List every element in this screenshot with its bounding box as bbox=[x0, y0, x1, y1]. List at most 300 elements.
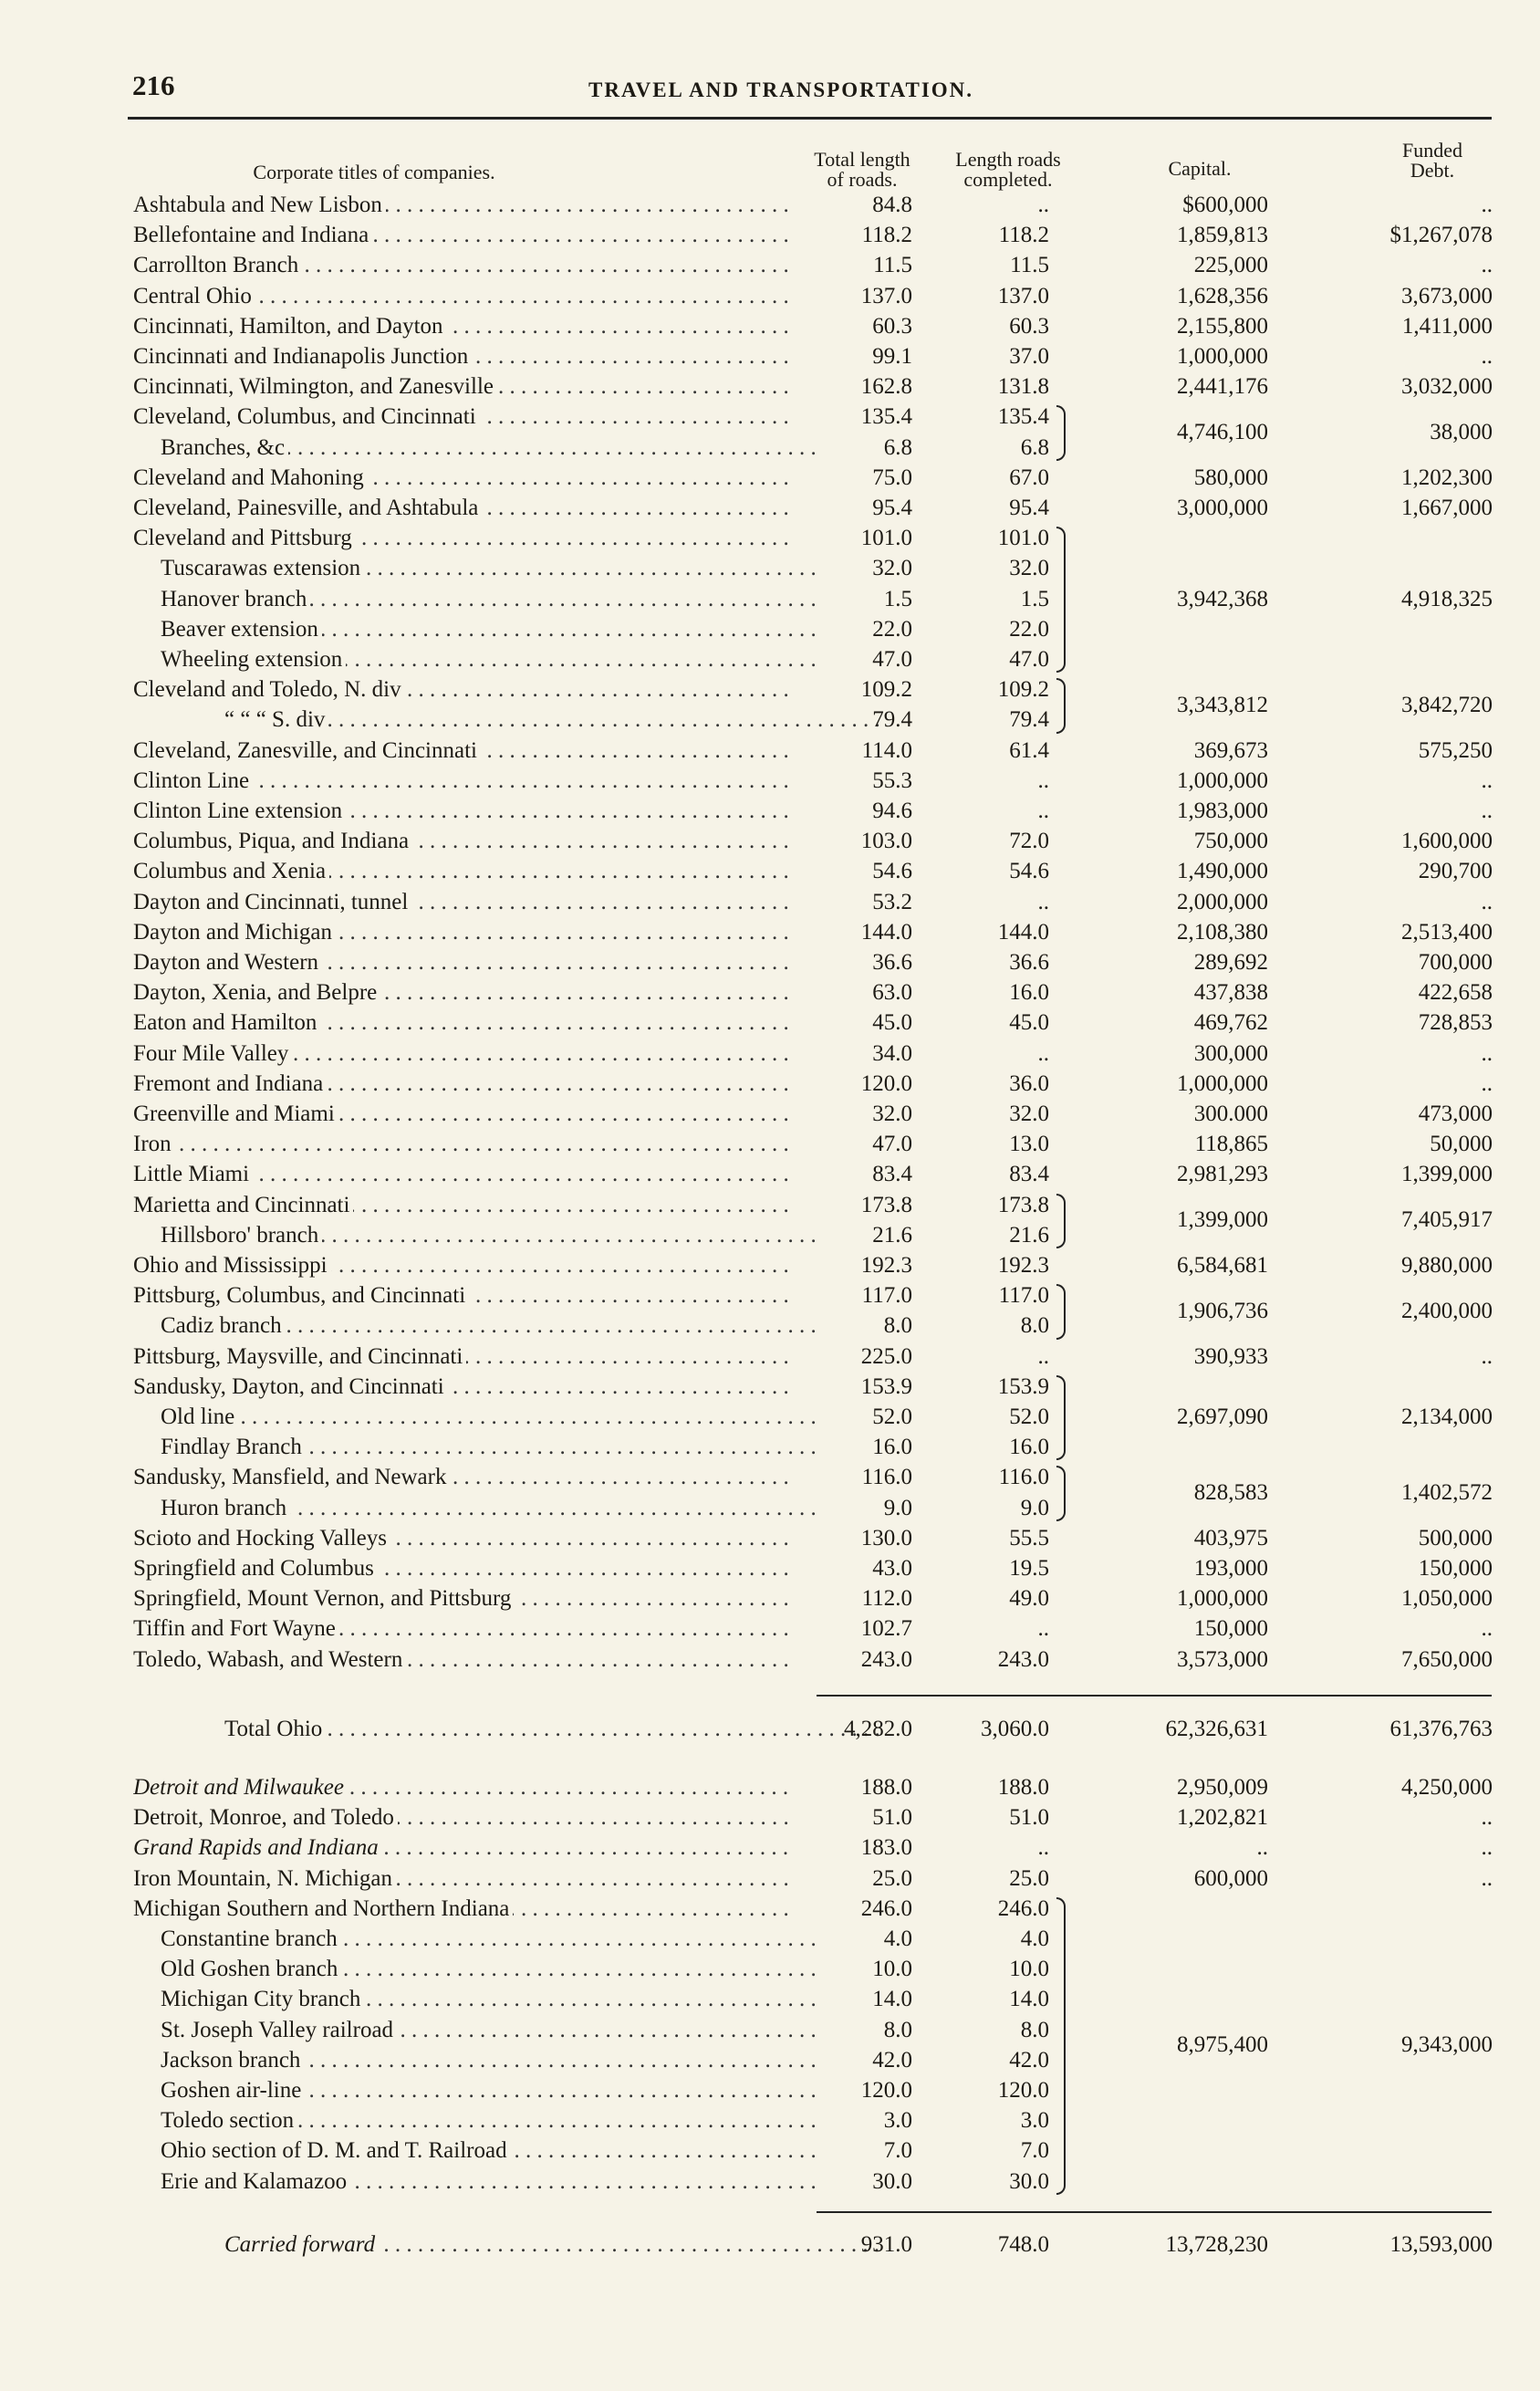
cell-capital: 1,859,813 bbox=[1177, 223, 1268, 248]
table-row bbox=[0, 887, 1540, 917]
cell-completed: 30.0 bbox=[1009, 2168, 1049, 2194]
cell-debt: .. bbox=[1481, 1835, 1493, 1861]
cell-total: 116.0 bbox=[861, 1465, 912, 1490]
cell-debt: 1,600,000 bbox=[1401, 829, 1493, 854]
cell-debt: 1,411,000 bbox=[1401, 313, 1493, 339]
cell-total: 8.0 bbox=[883, 2017, 912, 2042]
row-name bbox=[133, 1462, 790, 1492]
cell-completed: 192.3 bbox=[997, 1253, 1049, 1278]
row-name-text: Four Mile Valley bbox=[133, 1041, 292, 1066]
cell-completed: .. bbox=[1037, 1040, 1049, 1066]
group-capital: 2,697,090 bbox=[1177, 1404, 1268, 1429]
table-row bbox=[0, 2105, 1540, 2135]
cell-completed: 14.0 bbox=[1009, 1987, 1049, 2012]
row-name-text: Cleveland and Toledo, N. div bbox=[133, 677, 405, 702]
cell-completed: 36.6 bbox=[1009, 950, 1049, 975]
cell-completed: 131.8 bbox=[997, 374, 1049, 400]
table-row bbox=[0, 1129, 1540, 1159]
row-name-text: Dayton and Western bbox=[133, 950, 322, 975]
cell-total: 246.0 bbox=[860, 1895, 912, 1921]
table-row bbox=[0, 463, 1540, 493]
cell-total: 51.0 bbox=[872, 1805, 912, 1831]
cell-total: 34.0 bbox=[872, 1040, 912, 1066]
row-name-text: Constantine branch bbox=[161, 1926, 341, 1951]
row-name-text: Wheeling extension bbox=[161, 647, 346, 672]
cell-capital: 403,975 bbox=[1193, 1525, 1268, 1550]
row-name bbox=[133, 1250, 790, 1280]
row-name bbox=[133, 1342, 790, 1372]
cell-completed: 116.0 bbox=[998, 1465, 1049, 1490]
cell-total: 43.0 bbox=[872, 1556, 912, 1581]
cell-total: 3.0 bbox=[883, 2108, 912, 2134]
table-row bbox=[0, 1310, 1540, 1341]
table-row bbox=[0, 1039, 1540, 1069]
cell-completed: .. bbox=[1037, 1343, 1049, 1369]
cell-total: 30.0 bbox=[872, 2168, 912, 2194]
cell-capital: 2,981,293 bbox=[1177, 1162, 1268, 1187]
cell-total: 103.0 bbox=[860, 829, 912, 854]
cell-completed: 32.0 bbox=[1009, 1102, 1049, 1126]
row-name bbox=[161, 2075, 817, 2105]
row-name-text: Scioto and Hocking Valleys bbox=[133, 1526, 390, 1550]
cell-debt: 3,032,000 bbox=[1401, 374, 1493, 400]
table-row bbox=[0, 2045, 1540, 2075]
row-name-text: Cleveland, Zanesville, and Cincinnati bbox=[133, 738, 481, 763]
cell-capital: .. bbox=[1256, 1835, 1268, 1861]
table-row bbox=[0, 1462, 1540, 1492]
group-capital: 8,975,400 bbox=[1177, 2032, 1268, 2058]
cell-capital: 6,584,681 bbox=[1177, 1253, 1268, 1278]
cell-debt: .. bbox=[1481, 767, 1493, 793]
cell-capital: 1,983,000 bbox=[1177, 799, 1268, 823]
table-row bbox=[0, 977, 1540, 1008]
page-header bbox=[128, 62, 1492, 117]
group-capital: 4,746,100 bbox=[1177, 420, 1268, 444]
row-name-text: Ashtabula and New Lisbon bbox=[133, 193, 386, 217]
cell-total: 4.0 bbox=[883, 1926, 912, 1951]
row-name-text: Tuscarawas extension bbox=[161, 556, 364, 580]
table-row bbox=[0, 674, 1540, 705]
cell-completed: 13.0 bbox=[1009, 1132, 1049, 1157]
row-name-text: Fremont and Indiana bbox=[133, 1071, 327, 1096]
cell-capital: 1,000,000 bbox=[1177, 1070, 1268, 1096]
cell-debt: 473,000 bbox=[1418, 1102, 1493, 1126]
cell-completed: 120.0 bbox=[997, 2078, 1049, 2103]
cell-completed: 135.4 bbox=[997, 404, 1049, 430]
group-debt: 2,134,000 bbox=[1401, 1404, 1493, 1429]
cell-total: 14.0 bbox=[872, 1987, 912, 2012]
row-name bbox=[133, 402, 790, 432]
group-debt: 1,402,572 bbox=[1401, 1480, 1493, 1505]
cell-completed: 55.5 bbox=[1009, 1525, 1049, 1550]
cell-capital: 2,108,380 bbox=[1177, 919, 1268, 945]
cell-completed: 117.0 bbox=[998, 1283, 1049, 1309]
row-name-text: Iron Mountain, N. Michigan bbox=[133, 1866, 396, 1891]
row-name bbox=[133, 1008, 790, 1038]
table-row bbox=[0, 281, 1540, 311]
cell-completed: 8.0 bbox=[1020, 2017, 1049, 2042]
cell-debt: 4,250,000 bbox=[1401, 1775, 1493, 1800]
cell-capital: 118,865 bbox=[1194, 1132, 1268, 1157]
cell-debt: 7,650,000 bbox=[1401, 1646, 1493, 1672]
cell-debt: .. bbox=[1481, 1616, 1493, 1642]
cell-total: 120.0 bbox=[860, 1070, 912, 1096]
row-name bbox=[133, 281, 790, 311]
cell-total: 16.0 bbox=[872, 1435, 912, 1460]
row-name-text: Ohio and Mississippi bbox=[133, 1253, 331, 1278]
group-brace bbox=[1056, 1375, 1066, 1461]
cell-debt: 1,399,000 bbox=[1401, 1162, 1493, 1187]
row-name-text: Toledo, Wabash, and Western bbox=[133, 1647, 406, 1672]
cell-capital: 225,000 bbox=[1193, 253, 1268, 278]
cell-total: 243.0 bbox=[860, 1646, 912, 1672]
row-name-text: Branches, &c bbox=[161, 435, 288, 460]
cell-total: 10.0 bbox=[872, 1957, 912, 1982]
cell-completed: 153.9 bbox=[997, 1373, 1049, 1399]
cell-total: 9.0 bbox=[883, 1495, 912, 1520]
table-row bbox=[0, 402, 1540, 432]
cell-completed: 72.0 bbox=[1009, 829, 1049, 854]
cell-completed: 11.5 bbox=[1010, 253, 1049, 278]
row-name bbox=[161, 1924, 817, 1954]
group-debt: 4,918,325 bbox=[1401, 586, 1493, 611]
table-row bbox=[0, 917, 1540, 947]
cell-completed: 25.0 bbox=[1009, 1865, 1049, 1891]
table-row bbox=[0, 433, 1540, 463]
cell-total: 75.0 bbox=[872, 465, 912, 490]
cell-completed: 1.5 bbox=[1020, 586, 1049, 611]
row-name bbox=[133, 1280, 790, 1310]
row-name-text: Greenville and Miami bbox=[133, 1102, 338, 1126]
table-row bbox=[0, 1523, 1540, 1553]
cell-total: 225.0 bbox=[860, 1343, 912, 1369]
cell-total: 101.0 bbox=[860, 526, 912, 551]
row-name bbox=[133, 190, 790, 220]
row-name bbox=[161, 614, 817, 644]
cell-total: 109.2 bbox=[860, 677, 912, 703]
cell-total: 118.2 bbox=[861, 223, 912, 248]
table-row bbox=[0, 1069, 1540, 1099]
group-brace bbox=[1056, 1466, 1066, 1520]
table-row bbox=[0, 736, 1540, 766]
cell-debt: .. bbox=[1481, 1343, 1493, 1369]
cell-completed: 7.0 bbox=[1020, 2138, 1049, 2164]
cell-debt: .. bbox=[1481, 1040, 1493, 1066]
row-name-text: Marietta and Cincinnati bbox=[133, 1193, 353, 1217]
row-name-text: Total Ohio bbox=[224, 1717, 326, 1741]
cell-completed: 54.6 bbox=[1009, 859, 1049, 884]
table-row bbox=[0, 2135, 1540, 2166]
cell-total: 45.0 bbox=[872, 1010, 912, 1036]
cell-total: 135.4 bbox=[860, 404, 912, 430]
row-name bbox=[133, 1523, 790, 1553]
group-brace bbox=[1056, 527, 1066, 673]
cell-completed: 21.6 bbox=[1009, 1222, 1049, 1248]
cell-debt: .. bbox=[1481, 1805, 1493, 1831]
row-name bbox=[133, 887, 790, 917]
row-name-text: Michigan City branch bbox=[161, 1987, 364, 2011]
row-name-text: Columbus and Xenia bbox=[133, 859, 329, 883]
row-name-text: Cleveland and Pittsburg bbox=[133, 526, 356, 550]
cell-completed: 19.5 bbox=[1009, 1556, 1049, 1581]
cell-total: 94.6 bbox=[872, 799, 912, 823]
row-name bbox=[133, 1039, 790, 1069]
row-name-text: Findlay Branch bbox=[161, 1435, 306, 1459]
row-name bbox=[133, 341, 790, 371]
cell-debt: .. bbox=[1481, 193, 1493, 217]
cell-completed: 243.0 bbox=[997, 1646, 1049, 1672]
cell-completed: 95.4 bbox=[1009, 496, 1049, 520]
cell-capital: 2,000,000 bbox=[1177, 889, 1268, 914]
cell-completed: .. bbox=[1037, 767, 1049, 793]
row-name bbox=[161, 2105, 817, 2135]
cell-capital: 469,762 bbox=[1193, 1010, 1268, 1036]
row-name bbox=[161, 2135, 817, 2166]
cell-total: 95.4 bbox=[872, 496, 912, 520]
row-name bbox=[133, 220, 790, 250]
table-row bbox=[0, 1432, 1540, 1462]
cell-total: 137.0 bbox=[860, 283, 912, 308]
cell-capital: 62,326,631 bbox=[1165, 1717, 1268, 1741]
row-name bbox=[133, 856, 790, 886]
table-row bbox=[0, 705, 1540, 735]
row-name bbox=[133, 766, 790, 796]
cell-completed: 8.0 bbox=[1020, 1313, 1049, 1339]
table-row bbox=[0, 826, 1540, 856]
cell-capital: 2,155,800 bbox=[1177, 313, 1268, 339]
cell-capital: 600,000 bbox=[1193, 1865, 1268, 1891]
cell-capital: 1,490,000 bbox=[1177, 859, 1268, 884]
cell-completed: .. bbox=[1037, 1616, 1049, 1642]
cell-completed: 188.0 bbox=[997, 1775, 1049, 1800]
cell-capital: 390,933 bbox=[1193, 1343, 1268, 1369]
row-name bbox=[161, 1984, 817, 2014]
row-name-text: Eaton and Hamilton bbox=[133, 1010, 320, 1035]
cell-total: 52.0 bbox=[872, 1404, 912, 1429]
row-name bbox=[133, 1864, 790, 1894]
row-name bbox=[133, 1099, 790, 1129]
cell-total: 79.4 bbox=[872, 707, 912, 733]
cell-completed: 45.0 bbox=[1009, 1010, 1049, 1036]
row-name-text: Jackson branch bbox=[161, 2048, 304, 2073]
cell-completed: 101.0 bbox=[997, 526, 1049, 551]
row-name-text: Huron branch bbox=[161, 1496, 290, 1520]
row-name bbox=[224, 705, 881, 735]
cell-total: 192.3 bbox=[860, 1253, 912, 1278]
cell-debt: 3,673,000 bbox=[1401, 283, 1493, 308]
cell-total: 931.0 bbox=[860, 2232, 912, 2257]
table-row bbox=[0, 796, 1540, 826]
colhead-capital: Capital. bbox=[1168, 157, 1232, 180]
group-debt: 2,400,000 bbox=[1401, 1298, 1493, 1323]
group-debt: 38,000 bbox=[1430, 420, 1493, 444]
row-name-text: Cincinnati, Hamilton, and Dayton bbox=[133, 314, 447, 339]
cell-total: 21.6 bbox=[872, 1222, 912, 1248]
group-brace bbox=[1056, 678, 1066, 733]
colhead-total bbox=[794, 150, 931, 190]
table-row bbox=[0, 371, 1540, 402]
table-row bbox=[0, 947, 1540, 977]
row-name-text: Carried forward bbox=[224, 2232, 379, 2257]
cell-completed: 3,060.0 bbox=[981, 1717, 1049, 1741]
cell-total: 7.0 bbox=[883, 2138, 912, 2164]
row-name bbox=[161, 1432, 817, 1462]
table-row bbox=[0, 644, 1540, 674]
cell-total: 53.2 bbox=[872, 889, 912, 914]
row-name-text: Bellefontaine and Indiana bbox=[133, 223, 372, 247]
row-name bbox=[133, 1832, 790, 1863]
table-row bbox=[0, 1613, 1540, 1644]
row-name bbox=[133, 1159, 790, 1189]
row-name-text: Hillsboro' branch bbox=[161, 1223, 322, 1248]
cell-capital: 580,000 bbox=[1193, 465, 1268, 490]
cell-debt: .. bbox=[1481, 889, 1493, 914]
carried-forward-row bbox=[0, 2229, 1540, 2260]
cell-completed: .. bbox=[1037, 1835, 1049, 1861]
row-name bbox=[133, 947, 790, 977]
total-rule bbox=[817, 1695, 1492, 1697]
cell-debt: .. bbox=[1481, 799, 1493, 823]
group-capital: 1,399,000 bbox=[1177, 1207, 1268, 1233]
row-name-text: Toledo section bbox=[161, 2108, 297, 2133]
row-name bbox=[133, 1190, 790, 1220]
cell-total: 63.0 bbox=[872, 980, 912, 1006]
cell-capital: 1,628,356 bbox=[1177, 283, 1268, 308]
cell-capital: 750,000 bbox=[1193, 829, 1268, 854]
row-name bbox=[133, 796, 790, 826]
cell-completed: 51.0 bbox=[1009, 1805, 1049, 1831]
table-row bbox=[0, 2075, 1540, 2105]
cell-debt: 13,593,000 bbox=[1389, 2232, 1493, 2257]
total-row bbox=[0, 1714, 1540, 1744]
cell-completed: 49.0 bbox=[1009, 1586, 1049, 1612]
cell-debt: 728,853 bbox=[1418, 1010, 1493, 1036]
cell-capital: 289,692 bbox=[1193, 950, 1268, 975]
cell-capital: 1,202,821 bbox=[1177, 1805, 1268, 1831]
table-row bbox=[0, 2167, 1540, 2197]
cell-capital: 1,000,000 bbox=[1177, 344, 1268, 369]
table-row bbox=[0, 1008, 1540, 1038]
row-name bbox=[133, 1069, 790, 1099]
table-row bbox=[0, 1372, 1540, 1402]
row-name-text: Detroit and Milwaukee bbox=[133, 1775, 348, 1800]
table-row bbox=[0, 1250, 1540, 1280]
row-name bbox=[133, 917, 790, 947]
cell-debt: 150,000 bbox=[1418, 1556, 1493, 1581]
group-debt: 7,405,917 bbox=[1401, 1207, 1493, 1233]
row-name-text: Cincinnati and Indianapolis Junction bbox=[133, 344, 472, 369]
cell-debt: 2,513,400 bbox=[1401, 919, 1493, 945]
row-name-text: Ohio section of D. M. and T. Railroad bbox=[161, 2138, 511, 2163]
row-name-text: Old Goshen branch bbox=[161, 1957, 341, 1981]
row-name bbox=[133, 463, 790, 493]
row-name bbox=[133, 736, 790, 766]
cell-capital: 1,000,000 bbox=[1177, 767, 1268, 793]
row-name-text: St. Joseph Valley railroad bbox=[161, 2018, 397, 2042]
colhead-completed-l1: Length roads bbox=[955, 148, 1061, 171]
row-name bbox=[133, 250, 790, 280]
row-name-text: Cadiz branch bbox=[161, 1313, 286, 1338]
row-name bbox=[133, 826, 790, 856]
row-name-text: Detroit, Monroe, and Toledo bbox=[133, 1805, 398, 1830]
table-row bbox=[0, 250, 1540, 280]
cell-total: 99.1 bbox=[872, 344, 912, 369]
cell-total: 183.0 bbox=[860, 1835, 912, 1861]
cell-completed: 4.0 bbox=[1020, 1926, 1049, 1951]
cell-debt: .. bbox=[1481, 1070, 1493, 1096]
table-row bbox=[0, 1832, 1540, 1863]
row-name bbox=[133, 1583, 790, 1613]
table-row bbox=[0, 1984, 1540, 2014]
group-brace bbox=[1056, 1194, 1066, 1248]
cell-total: 120.0 bbox=[860, 2078, 912, 2103]
cell-debt: 1,050,000 bbox=[1401, 1586, 1493, 1612]
cell-capital: 13,728,230 bbox=[1165, 2232, 1268, 2257]
cell-completed: 42.0 bbox=[1009, 2047, 1049, 2073]
row-name-text: Pittsburg, Columbus, and Cincinnati bbox=[133, 1283, 469, 1308]
row-name-text: Dayton and Cincinnati, tunnel bbox=[133, 890, 411, 914]
colhead-debt bbox=[1373, 141, 1492, 181]
cell-capital: 2,950,009 bbox=[1177, 1775, 1268, 1800]
table-row bbox=[0, 1954, 1540, 1984]
table-row bbox=[0, 584, 1540, 614]
cell-capital: 2,441,176 bbox=[1177, 374, 1268, 400]
row-name bbox=[133, 1802, 790, 1832]
colhead-names: Corporate titles of companies. bbox=[253, 161, 495, 183]
cell-completed: 246.0 bbox=[997, 1895, 1049, 1921]
cell-capital: 437,838 bbox=[1193, 980, 1268, 1006]
row-name-text: Cleveland, Columbus, and Cincinnati bbox=[133, 404, 480, 429]
table-row bbox=[0, 523, 1540, 553]
cell-capital: $600,000 bbox=[1182, 193, 1268, 217]
row-name-text: Erie and Kalamazoo bbox=[161, 2169, 350, 2194]
cell-completed: 16.0 bbox=[1009, 1435, 1049, 1460]
row-name bbox=[133, 977, 790, 1008]
group-capital: 3,942,368 bbox=[1177, 586, 1268, 611]
row-name-text: Sandusky, Dayton, and Cincinnati bbox=[133, 1374, 448, 1399]
cell-total: 60.3 bbox=[872, 313, 912, 339]
row-name bbox=[133, 1894, 790, 1924]
row-name-text: Little Miami bbox=[133, 1162, 253, 1186]
row-name bbox=[133, 674, 790, 705]
row-name-text: Central Ohio bbox=[133, 284, 255, 308]
cell-total: 22.0 bbox=[872, 616, 912, 642]
row-name bbox=[133, 1613, 790, 1644]
cell-debt: 1,667,000 bbox=[1401, 496, 1493, 520]
row-name bbox=[161, 1954, 817, 1984]
colhead-completed-l2: completed. bbox=[963, 168, 1053, 191]
cell-capital: 1,000,000 bbox=[1177, 1586, 1268, 1612]
cell-total: 162.8 bbox=[860, 374, 912, 400]
group-capital: 3,343,812 bbox=[1177, 692, 1268, 717]
row-name-text: Cleveland, Painesville, and Ashtabula bbox=[133, 496, 482, 520]
row-name-text: Dayton, Xenia, and Belpre bbox=[133, 980, 380, 1005]
cell-total: 55.3 bbox=[872, 767, 912, 793]
row-name bbox=[161, 644, 817, 674]
cell-debt: $1,267,078 bbox=[1389, 223, 1493, 248]
cell-completed: 47.0 bbox=[1009, 647, 1049, 672]
cell-total: 11.5 bbox=[873, 253, 912, 278]
cell-debt: 290,700 bbox=[1418, 859, 1493, 884]
row-name bbox=[133, 1553, 790, 1583]
row-name-text: Grand Rapids and Indiana bbox=[133, 1835, 382, 1860]
cell-capital: 150,000 bbox=[1193, 1616, 1268, 1642]
row-name bbox=[161, 433, 817, 463]
row-name bbox=[133, 523, 790, 553]
cell-completed: 118.2 bbox=[998, 223, 1049, 248]
cell-completed: 67.0 bbox=[1009, 465, 1049, 490]
row-name-text: Old line bbox=[161, 1404, 238, 1429]
